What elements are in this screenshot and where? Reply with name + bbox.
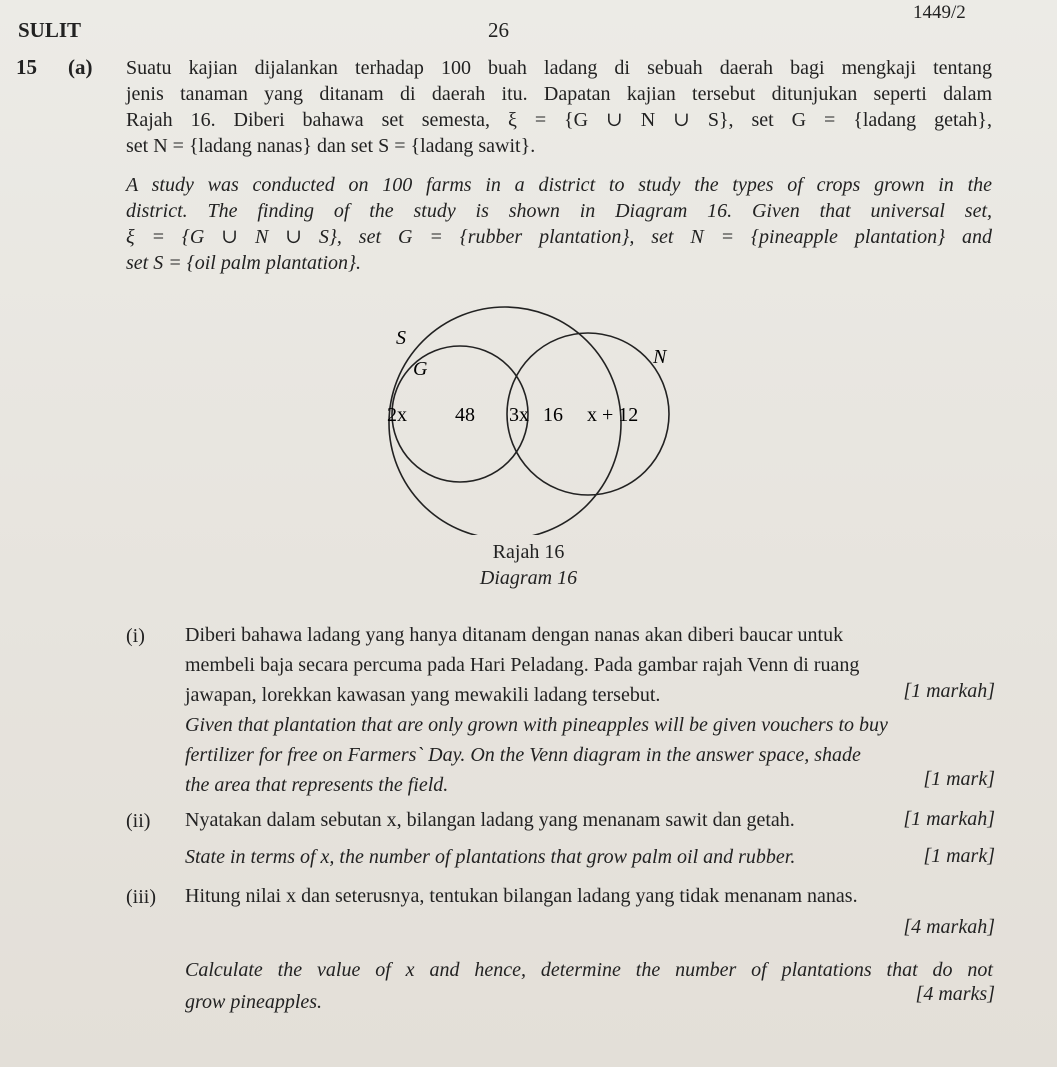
region-2x: 2x: [387, 404, 407, 426]
part-i-number: (i): [126, 625, 145, 647]
text-line: Rajah 16. Diberi bahawa set semesta, ξ = {G ∪ N ∪ S}, set G = {ladang getah},: [126, 109, 992, 131]
part-ii-malay: [185, 805, 993, 835]
part-iii-marks-english: [4 marks]: [915, 983, 995, 1005]
part-iii-number: (iii): [126, 886, 156, 908]
diagram-caption-english: Diagram 16: [479, 567, 578, 589]
part-iii-malay: [185, 881, 993, 911]
text-line: Hitung nilai x dan seterusnya, tentukan bilangan ladang yang tidak menanam nanas.: [185, 885, 858, 907]
text-line: set S = {oil palm plantation}.: [126, 252, 362, 274]
label-g: G: [413, 358, 428, 380]
text-line: A study was conducted on 100 farms in a district to study the types of crops grown in the: [126, 174, 992, 196]
venn-diagram: [370, 305, 690, 535]
page-number: 26: [488, 18, 509, 42]
text-line: Given that plantation that are only grown with pineapples will be given vouchers to buy: [185, 714, 888, 736]
paper-code: 1449/2: [913, 2, 966, 23]
text-line: Nyatakan dalam sebutan x, bilangan ladang yang menanam sawit dan getah.: [185, 809, 795, 831]
region-48: 48: [455, 404, 475, 426]
sulit-label: SULIT: [18, 18, 82, 42]
text-line: jenis tanaman yang ditanam di daerah itu. Dapatan kajian tersebut ditunjukan seperti dalam: [126, 83, 992, 105]
text-line: Calculate the value of x and hence, determine the number of plantations that do not: [185, 959, 993, 981]
diagram-caption-malay: Rajah 16: [492, 541, 565, 563]
part-i-marks-english: [1 mark]: [923, 768, 995, 790]
text-line: State in terms of x, the number of plantations that grow palm oil and rubber.: [185, 846, 796, 868]
part-i-marks-malay: [1 markah]: [903, 680, 995, 702]
part-ii-number: (ii): [126, 810, 151, 832]
part-iii-marks-malay: [4 markah]: [903, 916, 995, 938]
region-16: 16: [543, 404, 563, 426]
part-ii-english: [185, 842, 993, 872]
part-iii-english: [185, 954, 993, 1018]
text-line: set N = {ladang nanas} dan set S = {ladang sawit}.: [126, 135, 536, 157]
question-number: 15: [16, 55, 37, 79]
text-line: ξ = {G ∪ N ∪ S}, set G = {rubber plantation}, set N = {pineapple plantation} and: [126, 226, 992, 248]
question-part: (a): [68, 55, 93, 79]
label-n: N: [653, 346, 667, 368]
text-line: membeli baja secara percuma pada Hari Peladang. Pada gambar rajah Venn di ruang: [185, 654, 860, 676]
label-s: S: [396, 327, 406, 349]
text-line: the area that represents the field.: [185, 774, 449, 796]
text-line: district. The finding of the study is shown in Diagram 16. Given that universal set,: [126, 200, 992, 222]
text-line: grow pineapples.: [185, 991, 323, 1013]
text-line: jawapan, lorekkan kawasan yang mewakili ladang tersebut.: [185, 684, 661, 706]
part-ii-marks-english: [1 mark]: [923, 845, 995, 867]
region-x12: x + 12: [587, 404, 639, 426]
text-line: Suatu kajian dijalankan terhadap 100 buah ladang di sebuah daerah bagi mengkaji tentang: [126, 57, 992, 79]
part-ii-marks-malay: [1 markah]: [903, 808, 995, 830]
text-line: fertilizer for free on Farmers` Day. On the Venn diagram in the answer space, shade: [185, 744, 861, 766]
text-line: Diberi bahawa ladang yang hanya ditanam dengan nanas akan diberi baucar untuk: [185, 624, 844, 646]
region-3x: 3x: [509, 404, 529, 426]
part-i-english: [185, 710, 993, 800]
question-intro-malay: [126, 55, 992, 159]
part-i-malay: [185, 620, 993, 710]
question-intro-english: [126, 172, 992, 276]
